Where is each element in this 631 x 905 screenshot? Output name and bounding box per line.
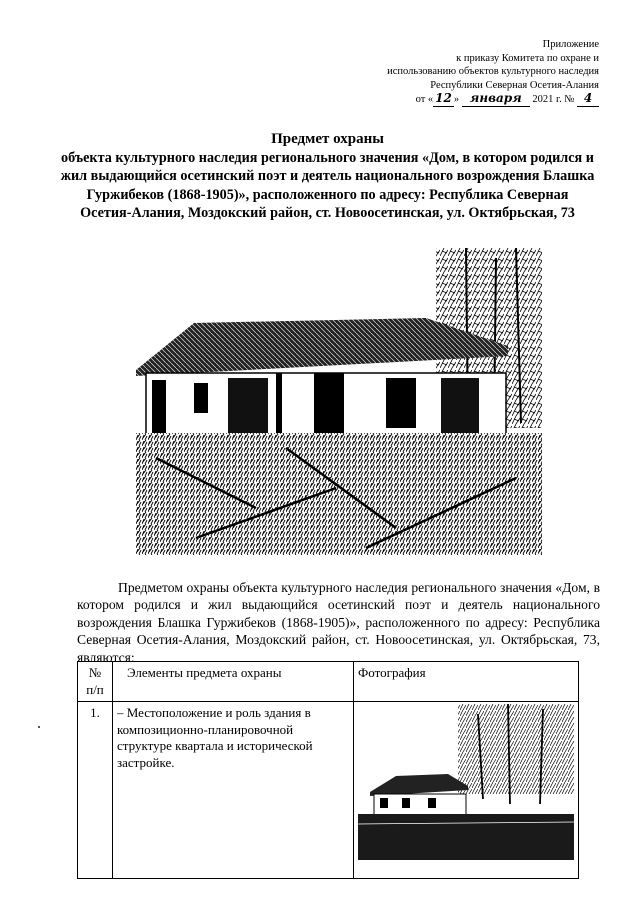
table-header-row [78, 662, 579, 702]
house-photo-image [136, 248, 542, 555]
row-photo-cell [354, 702, 579, 879]
appendix-order-ref: к приказу Комитета по охране и [456, 52, 599, 64]
appendix-committee: использованию объектов культурного наследия [387, 66, 599, 77]
header-elements: Элементы предмета охраны [113, 662, 354, 702]
row-num: 1. [78, 702, 113, 879]
title-subject: Предмет охраны [271, 131, 384, 147]
scan-mark [38, 726, 40, 728]
order-date-line: от « 12 » января 2021 г. № 4 [339, 92, 599, 107]
table-row [78, 702, 579, 879]
document-title [60, 130, 595, 223]
title-object-description: объекта культурного наследия регионального значения «Дом, в котором родился и жил выдающийся осетинский поэт и деятель национального возрождения Блашка Гуржибеков (1868-1905)», расположенного по адресу: Республика Северная Осетия-Алания, Моздокский район, ст. Новоосетинская, ул. Октябрьская, 73 [60, 149, 595, 221]
order-number: 4 [577, 92, 599, 107]
body-paragraph: Предметом охраны объекта культурного наследия регионального значения «Дом, в котором родился и жил выдающийся осетинский поэт и деятель национального возрождения Блашка Гуржибеков (1868-1905)», расположенного по адресу: Республика Северная Осетия-Алания, Моздокский район, ст. Новоосетинская, ул. Октябрьская, 73, являются: [77, 579, 600, 665]
house-photo [136, 248, 542, 555]
location-photo-image [358, 704, 574, 860]
order-year: 2021 [532, 94, 554, 105]
appendix-title: Приложение [542, 39, 599, 50]
elements-table [77, 661, 579, 879]
row-element: – Местоположение и роль здания в композиционно-планировочной структуре квартала и исторической застройке. [113, 702, 354, 879]
header-num: № п/п [78, 662, 113, 702]
order-month: января [462, 92, 530, 107]
header-photo: Фотография [354, 662, 579, 702]
location-photo [358, 704, 574, 860]
order-day: 12 [435, 91, 452, 105]
appendix-header [339, 38, 599, 107]
appendix-republic: Республики Северная Осетия-Алания [430, 79, 599, 91]
